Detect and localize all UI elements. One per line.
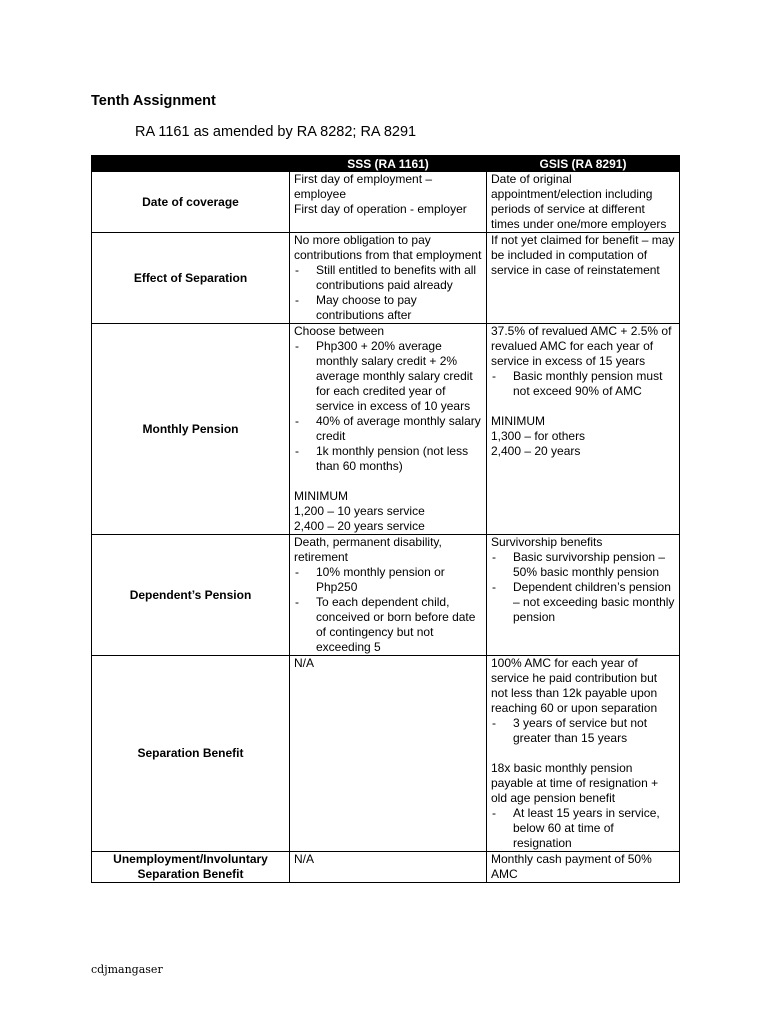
dash-list-item: - Php300 + 20% average monthly salary credit + 2% average monthly salary credit for each credited year of service in excess of 10 years: [294, 339, 482, 414]
cell-text: 100% AMC for each year of service he paid contribution but not less than 12k payable upon reaching 60 or upon separation: [491, 656, 658, 715]
cell-text: Monthly cash payment of 50% AMC: [491, 852, 652, 881]
header-gsis: GSIS (RA 8291): [487, 156, 680, 172]
cell-text: MINIMUM: [294, 489, 348, 503]
dash-list-item: - Basic survivorship pension – 50% basic monthly pension: [491, 550, 675, 580]
dash-list-item: - Dependent children’s pension – not exceeding basic monthly pension: [491, 580, 675, 625]
row-label: Unemployment/Involuntary Separation Benefit: [92, 852, 290, 883]
cell-text: Choose between: [294, 324, 385, 338]
gsis-cell: [487, 852, 680, 883]
cell-text: 37.5% of revalued AMC + 2.5% of revalued AMC for each year of service in excess of 15 years: [491, 324, 672, 368]
table-row: [92, 656, 680, 852]
table-row: [92, 535, 680, 656]
cell-text: 2,400 – 20 years service: [294, 519, 425, 533]
dash-list-item: - May choose to pay contributions after: [294, 293, 482, 323]
gsis-cell: [487, 324, 680, 535]
table-row: [92, 172, 680, 233]
document-subtitle: RA 1161 as amended by RA 8282; RA 8291: [135, 124, 417, 140]
gsis-cell: [487, 535, 680, 656]
cell-text: First day of employment – employee: [294, 172, 433, 201]
row-label: Separation Benefit: [92, 656, 290, 852]
cell-text: No more obligation to pay contributions from that employment: [294, 233, 482, 262]
cell-text: Death, permanent disability, retirement: [294, 535, 442, 564]
spacer: [294, 474, 482, 489]
header-sss: SSS (RA 1161): [290, 156, 487, 172]
cell-text: MINIMUM: [491, 414, 545, 428]
gsis-cell: [487, 656, 680, 852]
cell-text: N/A: [294, 852, 315, 866]
sss-cell: [290, 656, 487, 852]
gsis-cell: [487, 233, 680, 324]
cell-text: If not yet claimed for benefit – may be included in computation of service in case of reinstatement: [491, 233, 675, 277]
cell-text: 2,400 – 20 years: [491, 444, 581, 458]
table-header-row: [92, 156, 680, 172]
spacer: [491, 746, 675, 761]
dash-list-item: - 40% of average monthly salary credit: [294, 414, 482, 444]
row-label: Effect of Separation: [92, 233, 290, 324]
sss-cell: [290, 172, 487, 233]
cell-text: 1,300 – for others: [491, 429, 586, 443]
spacer: [491, 399, 675, 414]
dash-list-item: - 1k monthly pension (not less than 60 months): [294, 444, 482, 474]
header-corner: [92, 156, 290, 172]
cell-text: N/A: [294, 656, 315, 670]
sss-cell: [290, 324, 487, 535]
cell-text: First day of operation - employer: [294, 202, 467, 216]
sss-cell: [290, 233, 487, 324]
cell-text: 18x basic monthly pension payable at time of resignation + old age pension benefit: [491, 761, 659, 805]
cell-text: 1,200 – 10 years service: [294, 504, 425, 518]
dash-list-item: - 10% monthly pension or Php250: [294, 565, 482, 595]
cell-text: Survivorship benefits: [491, 535, 603, 549]
row-label: Dependent’s Pension: [92, 535, 290, 656]
dash-list-item: - Still entitled to benefits with all contributions paid already: [294, 263, 482, 293]
document-title: Tenth Assignment: [91, 93, 216, 109]
table-row: [92, 233, 680, 324]
gsis-cell: [487, 172, 680, 233]
dash-list-item: - To each dependent child, conceived or born before date of contingency but not exceeding 5: [294, 595, 482, 655]
row-label: Monthly Pension: [92, 324, 290, 535]
dash-list-item: - 3 years of service but not greater than 15 years: [491, 716, 675, 746]
sss-cell: [290, 535, 487, 656]
dash-list-item: - Basic monthly pension must not exceed 90% of AMC: [491, 369, 675, 399]
comparison-table: [91, 155, 680, 883]
row-label: Date of coverage: [92, 172, 290, 233]
table-row: [92, 852, 680, 883]
table-row: [92, 324, 680, 535]
dash-list-item: - At least 15 years in service, below 60 at time of resignation: [491, 806, 675, 851]
sss-cell: [290, 852, 487, 883]
footer-signature: cdjmangaser: [91, 963, 163, 976]
cell-text: Date of original appointment/election including periods of service at different times under one/more employers: [491, 172, 667, 231]
